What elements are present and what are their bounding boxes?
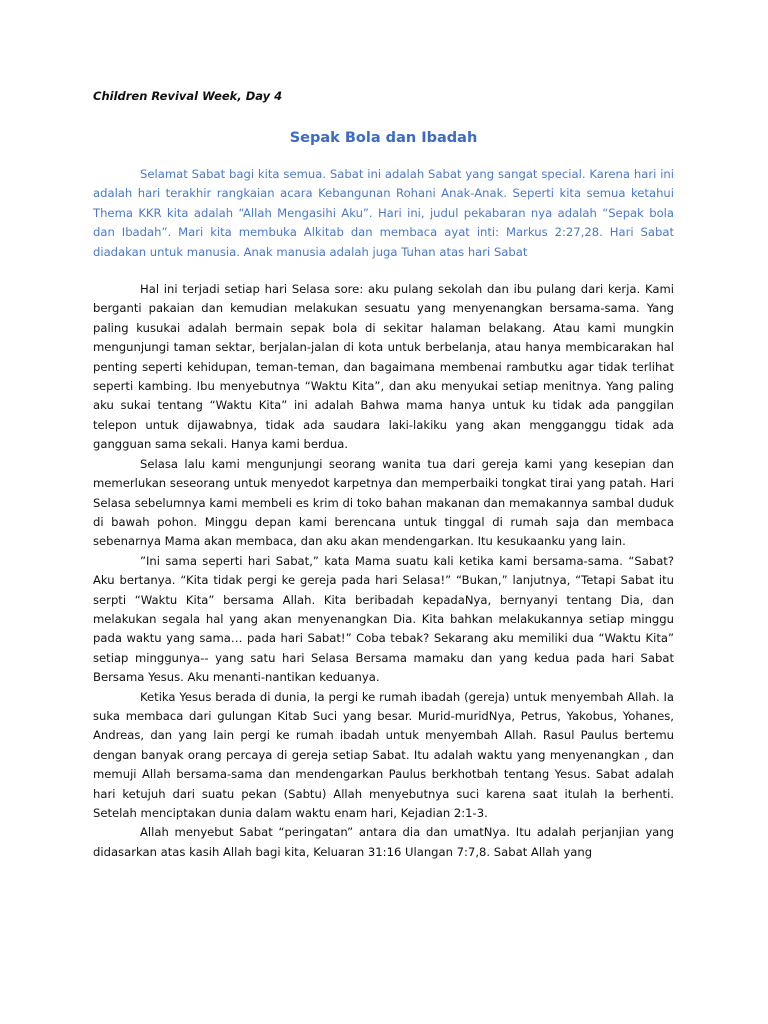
document-header: Children Revival Week, Day 4 <box>93 89 283 103</box>
intro-paragraph: Selamat Sabat bagi kita semua. Sabat ini adalah Sabat yang sangat special. Karena hari ini adalah hari terakhir rangkaian acara Kebangunan Rohani Anak-Anak. Seperti kita semua ketahui Thema KKR kita adalah “Allah Mengasihi Aku”. Hari ini, judul pekabaran nya adalah “Sepak bola dan Ibadah”. Mari kita membuka Alkitab dan membaca ayat inti: Markus 2:27,28. Hari Sabat diadakan untuk manusia. Anak manusia adalah juga Tuhan atas hari Sabat <box>93 167 674 259</box>
document-page <box>93 88 674 862</box>
body-paragraph-5: Allah menyebut Sabat “peringatan” antara dia dan umatNya. Itu adalah perjanjian yang didasarkan atas kasih Allah bagi kita, Keluaran 31:16 Ulangan 7:7,8. Sabat Allah yang <box>93 825 674 859</box>
body-paragraph-2: Selasa lalu kami mengunjungi seorang wanita tua dari gereja kami yang kesepian dan memerlukan seseorang untuk menyedot karpetnya dan memperbaiki tongkat tirai yang patah. Hari Selasa sebelumnya kami membeli es krim di toko bahan makanan dan memakannya sambal duduk di bawah pohon. Minggu depan kami berencana untuk tinggal di rumah saja dan membaca sebenarnya Mama akan membaca, dan aku akan mendengarkan. Itu kesukaanku yang lain. <box>93 456 674 549</box>
document-title: Sepak Bola dan Ibadah <box>289 130 478 146</box>
body-paragraph-4: Ketika Yesus berada di dunia, Ia pergi ke rumah ibadah (gereja) untuk menyembah Allah. Ia suka membaca dari gulungan Kitab Suci yang besar. Murid-muridNya, Petrus, Yakobus, Yohanes, Andreas, dan yang lain pergi ke rumah ibadah untuk menyembah Allah. Rasul Paulus bertemu dengan banyak orang percaya di gereja setiap Sabat. Itu adalah waktu yang menyenangkan , dan memuji Allah bersama-sama dan mendengarkan Paulus berkhotbah tentang Yesus. Sabat adalah hari ketujuh dari suatu pekan (Sabtu) Allah menyebutnya suci karena saat itulah Ia berhenti. Setelah menciptakan dunia dalam waktu enam hari, Kejadian 2:1-3. <box>93 689 674 820</box>
body-paragraph-1: Hal ini terjadi setiap hari Selasa sore: aku pulang sekolah dan ibu pulang dari kerja. Kami berganti pakaian dan kemudian melakukan sesuatu yang menyenangkan bersama-sama. Yang paling kusukai adalah bermain sepak bola di sekitar halaman belakang. Atau kami mungkin mengunjungi taman sektar, berjalan-jalan di kota untuk berbelanja, atau hanya membicarakan hal penting seperti kehidupan, teman-teman, dan bagaimana membenai rambutku agar tidak terlihat seperti kambing. Ibu menyebutnya “Waktu Kita”, dan aku menyukai setiap menitnya. Yang paling aku sukai tentang “Waktu Kita” ini adalah Bahwa mama hanya untuk ku tidak ada panggilan telepon untuk dijawabnya, tidak ada saudara laki-lakiku yang akan mengganggu tidak ada gangguan sama sekali. Hanya kami berdua. <box>93 282 674 452</box>
body-paragraph-3: ”Ini sama seperti hari Sabat,” kata Mama suatu kali ketika kami bersama-sama. “Sabat? Aku bertanya. “Kita tidak pergi ke gereja pada hari Selasa!” “Bukan,” lanjutnya, “Tetapi Sabat itu serpti “Waktu Kita” bersama Allah. Kita beribadah kepadaNya, bernyanyi tentang Dia, dan melakukan segala hal yang akan menyenangkan Dia. Kita bahkan melakukannya setiap minggu pada waktu yang sama… pada hari Sabat!” Coba tebak? Sekarang aku memiliki dua “Waktu Kita” setiap minggunya-- yang satu hari Selasa Bersama mamaku dan yang kedua pada hari Sabat Bersama Yesus. Aku menanti-nantikan keduanya. <box>93 553 674 685</box>
